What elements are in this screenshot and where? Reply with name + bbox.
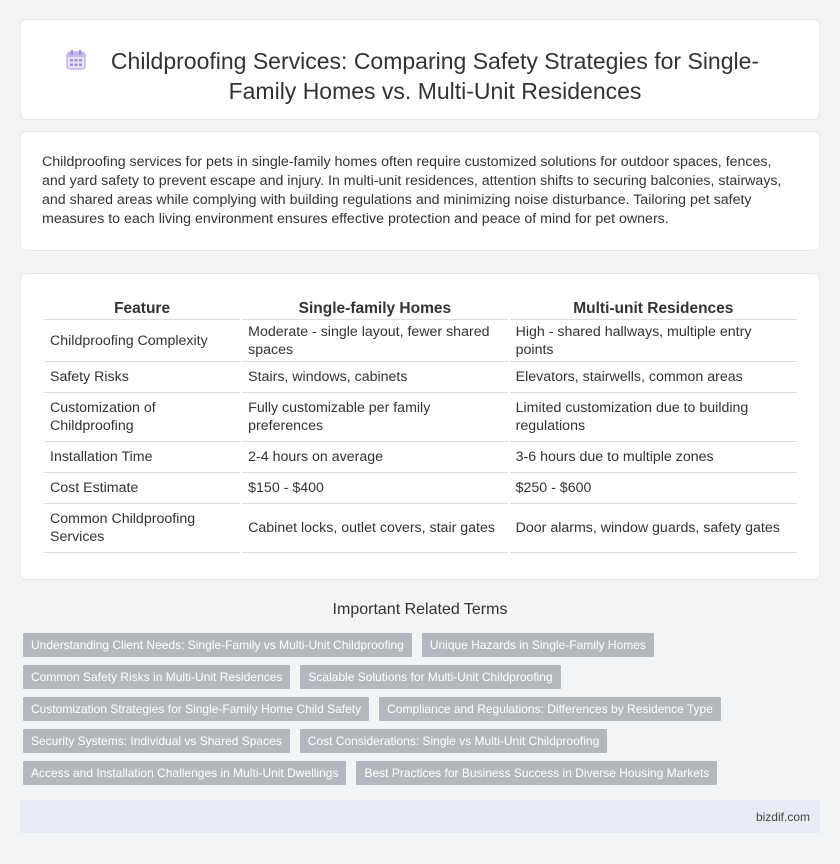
related-term-tag[interactable]: Cost Considerations: Single vs Multi-Unit Childproofing xyxy=(300,729,607,753)
table-row xyxy=(44,473,797,504)
page-title: Childproofing Services: Comparing Safety Strategies for Single-Family Homes vs. Multi-Unit Residences xyxy=(110,48,760,104)
comparison-table xyxy=(42,294,799,553)
table-row xyxy=(44,442,797,473)
table-header-row xyxy=(44,294,797,320)
table-cell: Installation Time xyxy=(44,442,240,473)
table-cell: Moderate - single layout, fewer shared spaces xyxy=(242,320,507,362)
intro-text: Childproofing services for pets in single-family homes often require customized solutions for outdoor spaces, fences, and yard safety to prevent escape and injury. In multi-unit residences, attention shifts to securing balconies, stairways, and shared areas while complying with building regulations and minimizing noise disturbance. Tailoring pet safety measures to each living environment ensures effective protection and peace of mind for pet owners. xyxy=(42,154,782,227)
table-cell: Cabinet locks, outlet covers, stair gates xyxy=(242,504,507,553)
table-cell: Fully customizable per family preferences xyxy=(242,393,507,442)
column-header-multi-unit: Multi-unit Residences xyxy=(510,294,797,320)
intro-card xyxy=(20,131,820,251)
footer-site-link[interactable]: bizdif.com xyxy=(755,810,810,824)
related-term-tag[interactable]: Unique Hazards in Single-Family Homes xyxy=(422,633,654,657)
table-cell: 2-4 hours on average xyxy=(242,442,507,473)
related-terms-list xyxy=(23,633,803,793)
table-cell: 3-6 hours due to multiple zones xyxy=(510,442,797,473)
header-card xyxy=(20,19,820,120)
related-term-tag[interactable]: Best Practices for Business Success in Diverse Housing Markets xyxy=(356,761,717,785)
table-cell: Customization of Childproofing xyxy=(44,393,240,442)
table-cell: Cost Estimate xyxy=(44,473,240,504)
table-row xyxy=(44,320,797,362)
table-row xyxy=(44,362,797,393)
table-cell: Elevators, stairwells, common areas xyxy=(510,362,797,393)
related-term-tag[interactable]: Common Safety Risks in Multi-Unit Residences xyxy=(23,665,290,689)
comparison-table-card xyxy=(20,273,820,580)
table-cell: High - shared hallways, multiple entry points xyxy=(510,320,797,362)
table-cell: $150 - $400 xyxy=(242,473,507,504)
table-cell: Stairs, windows, cabinets xyxy=(242,362,507,393)
table-cell: $250 - $600 xyxy=(510,473,797,504)
table-cell: Common Childproofing Services xyxy=(44,504,240,553)
related-term-tag[interactable]: Customization Strategies for Single-Family Home Child Safety xyxy=(23,697,369,721)
related-term-tag[interactable]: Compliance and Regulations: Differences by Residence Type xyxy=(379,697,721,721)
related-term-tag[interactable]: Scalable Solutions for Multi-Unit Childproofing xyxy=(300,665,560,689)
table-cell: Childproofing Complexity xyxy=(44,320,240,362)
column-header-feature: Feature xyxy=(44,294,240,320)
column-header-single-family: Single-family Homes xyxy=(242,294,507,320)
related-terms-heading: Important Related Terms xyxy=(332,601,508,618)
related-term-tag[interactable]: Understanding Client Needs: Single-Family vs Multi-Unit Childproofing xyxy=(23,633,412,657)
table-cell: Limited customization due to building regulations xyxy=(510,393,797,442)
table-row xyxy=(44,504,797,553)
table-cell: Door alarms, window guards, safety gates xyxy=(510,504,797,553)
table-cell: Safety Risks xyxy=(44,362,240,393)
table-row xyxy=(44,393,797,442)
related-term-tag[interactable]: Access and Installation Challenges in Multi-Unit Dwellings xyxy=(23,761,346,785)
footer xyxy=(20,800,820,833)
related-term-tag[interactable]: Security Systems: Individual vs Shared Spaces xyxy=(23,729,290,753)
